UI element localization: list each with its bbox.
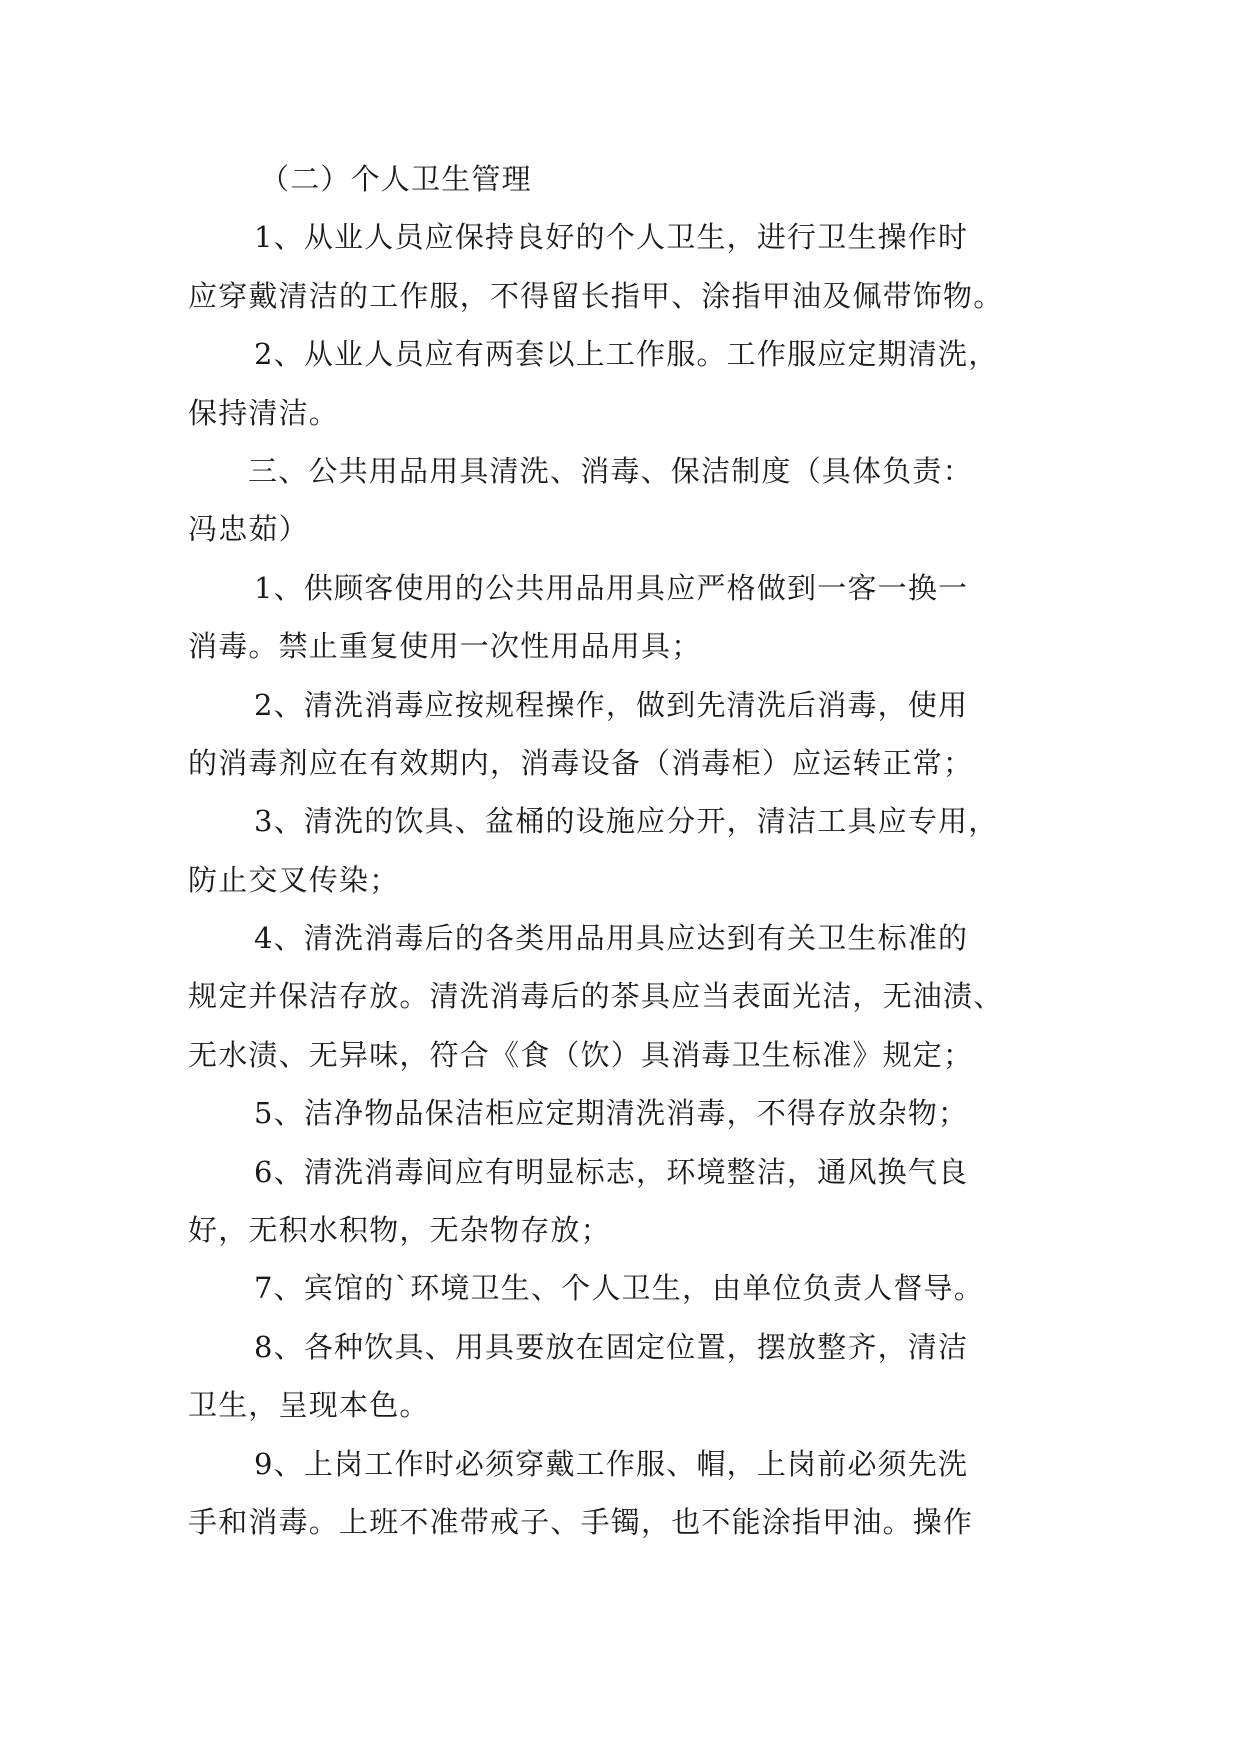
paragraph-line: 1、供顾客使用的公共用品用具应严格做到一客一换一 (254, 570, 969, 605)
paragraph-line: 7、宾馆的`环境卫生、个人卫生，由单位负责人督导。 (254, 1271, 984, 1306)
document-body (188, 150, 1068, 1551)
paragraph-line: 2、从业人员应有两套以上工作服。工作服应定期清洗， (254, 337, 999, 372)
paragraph-line: 5、洁净物品保洁柜应定期清洗消毒，不得存放杂物； (254, 1096, 969, 1131)
paragraph-line: 防止交叉传染； (188, 862, 400, 897)
section-heading-public-items: 三、公共用品用具清洗、消毒、保洁制度（具体负责： (248, 453, 973, 488)
section-heading-personal-hygiene: （二）个人卫生管理 (260, 162, 532, 196)
paragraph-line: 消毒。禁止重复使用一次性用品用具； (188, 629, 702, 664)
paragraph-line: 8、各种饮具、用具要放在固定位置，摆放整齐，清洁 (254, 1329, 969, 1364)
paragraph-line: 无水渍、无异味，符合《食（饮）具消毒卫生标准》规定； (188, 1037, 974, 1072)
paragraph-line: 4、清洗消毒后的各类用品用具应达到有关卫生标准的 (254, 921, 969, 956)
paragraph-line: 3、清洗的饮具、盆桶的设施应分开，清洁工具应专用， (254, 804, 999, 839)
paragraph-line: 保持清洁。 (188, 395, 340, 430)
paragraph-line: 9、上岗工作时必须穿戴工作服、帽，上岗前必须先洗 (254, 1446, 969, 1481)
paragraph-line: 手和消毒。上班不准带戒子、手镯，也不能涂指甲油。操作 (188, 1504, 974, 1539)
paragraph-line: 1、从业人员应保持良好的个人卫生，进行卫生操作时 (254, 220, 969, 255)
paragraph-line: 6、清洗消毒间应有明显标志，环境整洁，通风换气良 (254, 1154, 969, 1189)
paragraph-line: 的消毒剂应在有效期内，消毒设备（消毒柜）应运转正常； (188, 745, 974, 780)
paragraph-line: 好，无积水积物，无杂物存放； (188, 1213, 611, 1248)
paragraph-line: 2、清洗消毒应按规程操作，做到先清洗后消毒，使用 (254, 687, 969, 722)
paragraph-line: 应穿戴清洁的工作服，不得留长指甲、涂指甲油及佩带饰物。 (188, 278, 1004, 313)
section-heading-continuation: 冯忠茹） (188, 512, 309, 547)
paragraph-line: 卫生，呈现本色。 (188, 1388, 430, 1423)
paragraph-line: 规定并保洁存放。清洗消毒后的茶具应当表面光洁，无油渍、 (188, 979, 1004, 1014)
